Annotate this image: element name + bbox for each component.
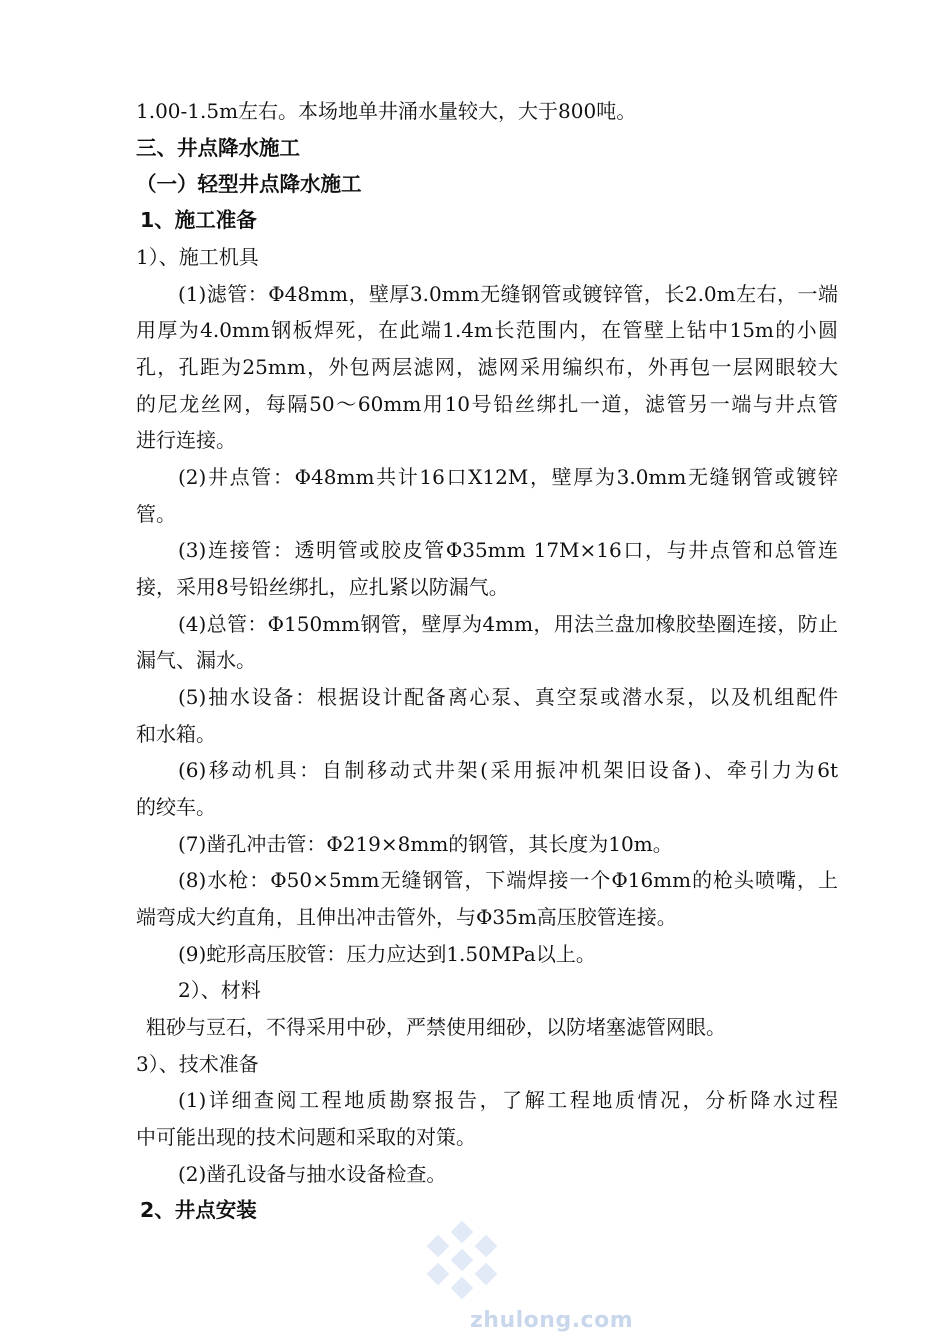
paragraph-line: (9)蛇形高压胶管：压力应达到1.50MPa以上。 <box>178 942 596 966</box>
paragraph-line: (1)详细查阅工程地质勘察报告，了解工程地质情况，分析降水过程 <box>178 1088 838 1112</box>
paragraph-line: 的尼龙丝网，每隔50～60mm用10号铅丝绑扎一道，滤管另一端与井点管 <box>136 392 838 416</box>
paragraph-line: 1.00-1.5m左右。本场地单井涌水量较大，大于800吨。 <box>136 99 637 123</box>
paragraph-line: 漏气、漏水。 <box>136 648 256 672</box>
paragraph-line: (6)移动机具：自制移动式井架(采用振冲机架旧设备)、牵引力为6t <box>178 758 838 782</box>
item-heading: 1、施工准备 <box>140 208 257 232</box>
paragraph-line: (8)水枪：Φ50×5mm无缝钢管，下端焊接一个Φ16mm的枪头喷嘴，上 <box>178 868 838 892</box>
paragraph-line: 的绞车。 <box>136 795 216 819</box>
paragraph-line: 粗砂与豆石，不得采用中砂，严禁使用细砂，以防堵塞滤管网眼。 <box>146 1015 726 1039</box>
paragraph-line: 孔，孔距为25mm，外包两层滤网，滤网采用编织布，外再包一层网眼较大 <box>136 355 838 379</box>
paragraph-line: (4)总管：Φ150mm钢管，壁厚为4mm，用法兰盘加橡胶垫圈连接，防止 <box>178 612 838 636</box>
paragraph-line: 接，采用8号铅丝绑扎，应扎紧以防漏气。 <box>136 575 509 599</box>
paragraph-line: 和水箱。 <box>136 722 216 746</box>
paragraph-line: 管。 <box>136 502 176 526</box>
paragraph-line: 进行连接。 <box>136 428 236 452</box>
subitem-heading: 2）、材料 <box>178 978 261 1002</box>
paragraph-line: (3)连接管：透明管或胶皮管Φ35mm 17M×16口，与井点管和总管连 <box>178 538 838 562</box>
paragraph-line: 中可能出现的技术问题和采取的对策。 <box>136 1125 476 1149</box>
subitem-heading: 1）、施工机具 <box>136 245 259 269</box>
paragraph-line: 用厚为4.0mm钢板焊死，在此端1.4m长范围内，在管壁上钻中15m的小圆 <box>136 318 838 342</box>
paragraph-line: 端弯成大约直角，且伸出冲击管外，与Φ35m高压胶管连接。 <box>136 905 677 929</box>
item-heading: 2、井点安装 <box>140 1198 257 1222</box>
paragraph-line: (5)抽水设备：根据设计配备离心泵、真空泵或潜水泵，以及机组配件 <box>178 685 838 709</box>
subitem-heading: 3）、技术准备 <box>136 1052 259 1076</box>
watermark-text: zhulong.com <box>470 1308 634 1333</box>
section-heading: 三、井点降水施工 <box>136 136 300 160</box>
subsection-heading: （一）轻型井点降水施工 <box>136 172 362 196</box>
paragraph-line: (1)滤管：Φ48mm，壁厚3.0mm无缝钢管或镀锌管，长2.0m左右，一端 <box>178 282 838 306</box>
paragraph-line: (2)井点管：Φ48mm共计16口X12M，壁厚为3.0mm无缝钢管或镀锌 <box>178 465 838 489</box>
paragraph-line: (2)凿孔设备与抽水设备检查。 <box>178 1162 447 1186</box>
paragraph-line: (7)凿孔冲击管：Φ219×8mm的钢管，其长度为10m。 <box>178 832 673 856</box>
watermark-logo-icon <box>402 1218 522 1308</box>
